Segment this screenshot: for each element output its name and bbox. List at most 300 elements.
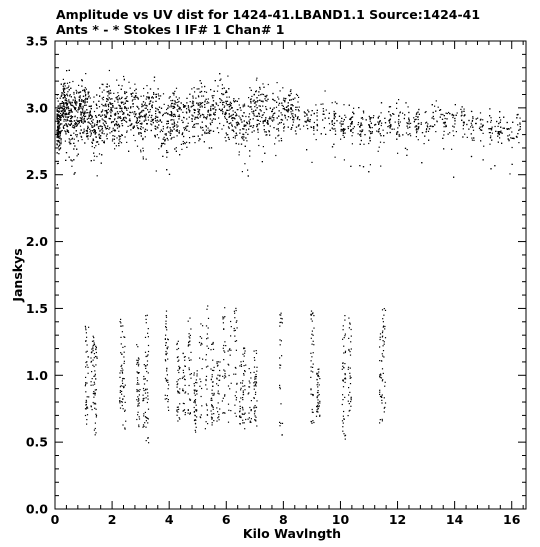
data-point: [207, 333, 208, 334]
data-point: [361, 118, 362, 119]
data-point: [58, 110, 59, 111]
data-point: [126, 132, 127, 133]
data-point: [152, 119, 153, 120]
data-point: [92, 130, 93, 131]
data-point: [124, 79, 125, 80]
data-point: [143, 110, 144, 111]
data-point: [442, 138, 443, 139]
data-point: [382, 331, 383, 332]
data-point: [257, 107, 258, 108]
data-point: [362, 119, 363, 120]
data-point: [371, 117, 372, 118]
data-point: [260, 109, 261, 110]
data-point: [138, 108, 139, 109]
data-point: [272, 109, 273, 110]
data-point: [138, 132, 139, 133]
data-point: [104, 125, 105, 126]
data-point: [77, 134, 78, 135]
data-point: [258, 95, 259, 96]
data-point: [280, 403, 281, 404]
data-point: [297, 95, 298, 96]
data-point: [256, 350, 257, 351]
data-point: [438, 107, 439, 108]
data-point: [223, 348, 224, 349]
data-point: [500, 127, 501, 128]
chart-subtitle: Ants * - * Stokes I IF# 1 Chan# 1: [56, 22, 285, 37]
data-point: [110, 111, 111, 112]
data-point: [95, 136, 96, 137]
data-point: [318, 408, 319, 409]
data-point: [219, 361, 220, 362]
data-point: [102, 118, 103, 119]
data-point: [166, 327, 167, 328]
data-point: [202, 359, 203, 360]
data-point: [322, 119, 323, 120]
data-point: [418, 119, 419, 120]
data-point: [473, 140, 474, 141]
data-point: [119, 138, 120, 139]
data-point: [163, 139, 164, 140]
data-point: [206, 133, 207, 134]
data-point: [244, 353, 245, 354]
data-point: [68, 108, 69, 109]
data-point: [188, 344, 189, 345]
data-point: [112, 110, 113, 111]
data-point: [230, 116, 231, 117]
data-point: [80, 114, 81, 115]
data-point: [166, 317, 167, 318]
data-point: [83, 101, 84, 102]
data-point: [212, 343, 213, 344]
data-point: [244, 370, 245, 371]
data-point: [184, 360, 185, 361]
data-point: [176, 344, 177, 345]
data-point: [344, 159, 345, 160]
data-point: [235, 100, 236, 101]
data-point: [236, 135, 237, 136]
data-point: [118, 116, 119, 117]
data-point: [78, 85, 79, 86]
data-point: [99, 131, 100, 132]
data-point: [283, 106, 284, 107]
data-point: [199, 104, 200, 105]
data-point: [250, 372, 251, 373]
data-point: [82, 90, 83, 91]
data-point: [292, 113, 293, 114]
data-point: [380, 142, 381, 143]
data-point: [194, 385, 195, 386]
data-point: [107, 134, 108, 135]
data-point: [155, 129, 156, 130]
data-point: [424, 143, 425, 144]
data-point: [273, 119, 274, 120]
data-point: [426, 131, 427, 132]
data-point: [155, 94, 156, 95]
data-point: [451, 149, 452, 150]
data-point: [229, 128, 230, 129]
data-point: [335, 101, 336, 102]
data-point: [69, 89, 70, 90]
data-point: [140, 123, 141, 124]
data-point: [147, 422, 148, 423]
data-point: [107, 91, 108, 92]
data-point: [120, 370, 121, 371]
data-point: [183, 377, 184, 378]
data-point: [428, 140, 429, 141]
data-point: [379, 147, 380, 148]
data-point: [71, 105, 72, 106]
chart-title: Amplitude vs UV dist for 1424-41.LBAND1.1 Source:1424-41: [56, 7, 481, 22]
data-point: [244, 112, 245, 113]
data-point: [160, 95, 161, 96]
data-point: [217, 127, 218, 128]
data-point: [254, 357, 255, 358]
data-point: [173, 116, 174, 117]
data-point: [452, 126, 453, 127]
data-point: [312, 321, 313, 322]
data-point: [63, 79, 64, 80]
data-point: [102, 130, 103, 131]
data-point: [379, 392, 380, 393]
data-point: [513, 138, 514, 139]
data-point: [212, 386, 213, 387]
data-point: [314, 122, 315, 123]
data-point: [516, 137, 517, 138]
data-point: [349, 392, 350, 393]
data-point: [95, 374, 96, 375]
data-point: [98, 115, 99, 116]
data-point: [166, 342, 167, 343]
data-point: [144, 390, 145, 391]
data-point: [210, 109, 211, 110]
data-point: [332, 124, 333, 125]
data-point: [95, 115, 96, 116]
data-point: [146, 322, 147, 323]
data-point: [384, 328, 385, 329]
data-point: [170, 127, 171, 128]
data-point: [67, 120, 68, 121]
data-point: [248, 106, 249, 107]
data-point: [218, 391, 219, 392]
data-point: [137, 405, 138, 406]
data-point: [156, 97, 157, 98]
data-point: [201, 388, 202, 389]
data-point: [138, 372, 139, 373]
data-point: [119, 398, 120, 399]
data-point: [319, 384, 320, 385]
data-point: [223, 102, 224, 103]
data-point: [95, 432, 96, 433]
data-point: [169, 114, 170, 115]
data-point: [165, 378, 166, 379]
data-point: [61, 142, 62, 143]
data-point: [251, 111, 252, 112]
data-point: [108, 105, 109, 106]
data-point: [372, 127, 373, 128]
data-point: [60, 135, 61, 136]
data-point: [283, 124, 284, 125]
data-point: [345, 382, 346, 383]
data-point: [254, 381, 255, 382]
data-point: [74, 123, 75, 124]
data-point: [156, 108, 157, 109]
data-point: [58, 146, 59, 147]
data-point: [224, 107, 225, 108]
data-point: [98, 134, 99, 135]
data-point: [208, 102, 209, 103]
data-point: [79, 99, 80, 100]
data-point: [121, 354, 122, 355]
data-point: [74, 139, 75, 140]
data-point: [96, 141, 97, 142]
data-point: [398, 99, 399, 100]
data-point: [83, 106, 84, 107]
data-point: [89, 123, 90, 124]
data-point: [275, 155, 276, 156]
y-axis-label: Janskys: [10, 248, 25, 302]
data-point: [344, 337, 345, 338]
data-point: [160, 119, 161, 120]
data-point: [140, 151, 141, 152]
data-point: [122, 370, 123, 371]
data-point: [266, 134, 267, 135]
data-point: [87, 119, 88, 120]
data-point: [219, 73, 220, 74]
data-point: [408, 112, 409, 113]
data-point: [211, 379, 212, 380]
data-point: [167, 339, 168, 340]
data-point: [279, 103, 280, 104]
data-point: [145, 102, 146, 103]
data-point: [102, 133, 103, 134]
data-point: [278, 130, 279, 131]
data-point: [71, 117, 72, 118]
data-point: [99, 153, 100, 154]
data-point: [112, 139, 113, 140]
data-point: [311, 371, 312, 372]
data-point: [263, 114, 264, 115]
data-point: [492, 127, 493, 128]
data-point: [244, 389, 245, 390]
data-point: [215, 112, 216, 113]
data-point: [518, 142, 519, 143]
data-point: [65, 113, 66, 114]
data-point: [297, 118, 298, 119]
data-point: [65, 85, 66, 86]
data-point: [165, 395, 166, 396]
data-point: [159, 111, 160, 112]
data-point: [259, 105, 260, 106]
data-point: [194, 110, 195, 111]
data-point: [291, 108, 292, 109]
data-point: [195, 401, 196, 402]
data-point: [189, 341, 190, 342]
data-point: [201, 91, 202, 92]
data-point: [249, 121, 250, 122]
data-point: [125, 421, 126, 422]
data-point: [273, 127, 274, 128]
data-point: [503, 117, 504, 118]
data-point: [167, 395, 168, 396]
data-point: [189, 318, 190, 319]
data-point: [84, 116, 85, 117]
data-point: [384, 118, 385, 119]
data-point: [234, 311, 235, 312]
data-point: [397, 153, 398, 154]
data-point: [312, 409, 313, 410]
data-point: [92, 348, 93, 349]
data-point: [242, 407, 243, 408]
data-point: [118, 105, 119, 106]
data-point: [264, 98, 265, 99]
data-point: [286, 109, 287, 110]
data-point: [95, 389, 96, 390]
data-point: [158, 121, 159, 122]
data-point: [189, 369, 190, 370]
data-point: [350, 126, 351, 127]
data-point: [64, 125, 65, 126]
data-point: [63, 103, 64, 104]
data-point: [206, 99, 207, 100]
data-point: [204, 133, 205, 134]
data-point: [350, 119, 351, 120]
data-point: [248, 419, 249, 420]
data-point: [225, 113, 226, 114]
data-point: [223, 369, 224, 370]
data-point: [91, 160, 92, 161]
data-point: [417, 112, 418, 113]
data-point: [107, 126, 108, 127]
data-point: [342, 369, 343, 370]
data-point: [280, 90, 281, 91]
data-point: [202, 368, 203, 369]
data-point: [298, 109, 299, 110]
data-point: [143, 156, 144, 157]
data-point: [231, 107, 232, 108]
data-point: [461, 120, 462, 121]
data-point: [507, 129, 508, 130]
data-point: [172, 131, 173, 132]
data-point: [73, 99, 74, 100]
data-point: [195, 395, 196, 396]
data-point: [416, 131, 417, 132]
data-point: [133, 103, 134, 104]
data-point: [80, 91, 81, 92]
data-point: [202, 102, 203, 103]
data-point: [126, 110, 127, 111]
data-point: [207, 114, 208, 115]
data-point: [381, 402, 382, 403]
data-point: [153, 119, 154, 120]
data-point: [334, 113, 335, 114]
data-point: [335, 130, 336, 131]
data-point: [382, 368, 383, 369]
data-point: [185, 414, 186, 415]
data-point: [208, 98, 209, 99]
data-point: [84, 105, 85, 106]
data-point: [235, 330, 236, 331]
data-point: [244, 105, 245, 106]
data-point: [186, 142, 187, 143]
data-point: [379, 376, 380, 377]
data-point: [298, 97, 299, 98]
data-point: [81, 99, 82, 100]
data-point: [239, 133, 240, 134]
data-point: [63, 117, 64, 118]
data-point: [212, 370, 213, 371]
data-point: [121, 108, 122, 109]
data-point: [110, 116, 111, 117]
data-point: [287, 111, 288, 112]
data-point: [250, 102, 251, 103]
data-point: [177, 131, 178, 132]
data-point: [109, 86, 110, 87]
data-point: [138, 403, 139, 404]
data-point: [362, 131, 363, 132]
data-point: [82, 119, 83, 120]
data-point: [144, 121, 145, 122]
data-point: [278, 116, 279, 117]
data-point: [369, 126, 370, 127]
data-point: [168, 410, 169, 411]
data-point: [143, 379, 144, 380]
data-point: [75, 100, 76, 101]
data-point: [126, 96, 127, 97]
data-point: [146, 319, 147, 320]
data-point: [78, 123, 79, 124]
data-point: [463, 128, 464, 129]
data-point: [208, 128, 209, 129]
data-point: [341, 121, 342, 122]
data-point: [57, 109, 58, 110]
data-point: [383, 130, 384, 131]
data-point: [216, 383, 217, 384]
data-point: [131, 96, 132, 97]
data-point: [90, 357, 91, 358]
data-point: [248, 116, 249, 117]
data-point: [163, 128, 164, 129]
data-point: [109, 97, 110, 98]
data-point: [416, 125, 417, 126]
data-point: [229, 348, 230, 349]
data-point: [64, 83, 65, 84]
data-point: [209, 130, 210, 131]
data-point: [343, 104, 344, 105]
y-tick-label: 3.0: [25, 100, 48, 116]
data-point: [342, 420, 343, 421]
data-point: [258, 91, 259, 92]
data-point: [90, 131, 91, 132]
data-point: [130, 120, 131, 121]
data-point: [318, 369, 319, 370]
data-point: [201, 103, 202, 104]
data-point: [164, 137, 165, 138]
data-point: [463, 123, 464, 124]
data-point: [243, 394, 244, 395]
data-point: [211, 418, 212, 419]
data-point: [462, 136, 463, 137]
data-point: [212, 374, 213, 375]
data-point: [285, 115, 286, 116]
data-point: [215, 119, 216, 120]
data-point: [117, 92, 118, 93]
data-point: [278, 98, 279, 99]
data-point: [148, 336, 149, 337]
data-point: [189, 337, 190, 338]
data-point: [70, 135, 71, 136]
data-point: [200, 323, 201, 324]
data-point: [381, 400, 382, 401]
